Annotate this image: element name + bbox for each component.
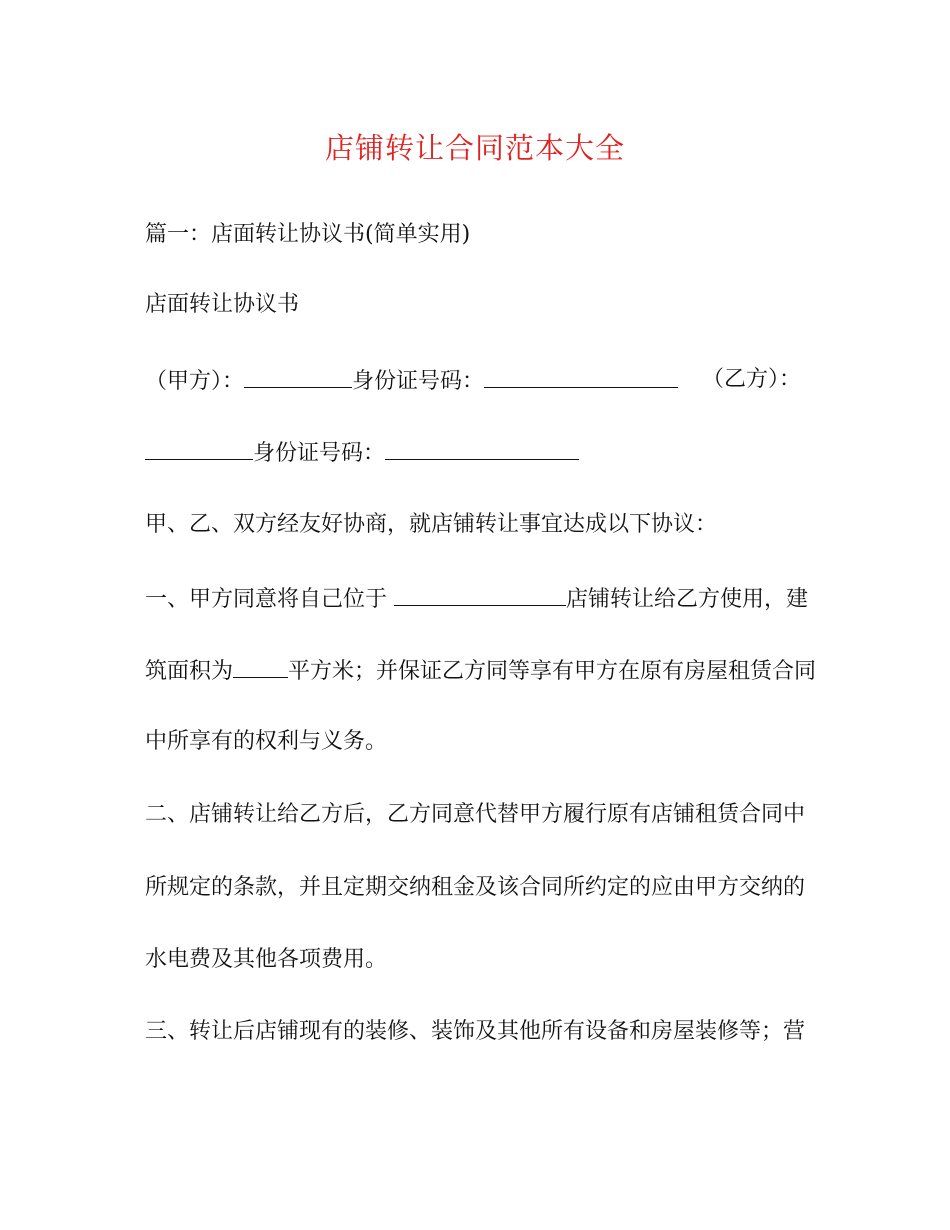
- document-title: 店铺转让合同范本大全: [324, 131, 625, 165]
- party-b-line: [145, 437, 579, 469]
- clause-1-text: 筑面积为: [145, 659, 234, 684]
- party-b-label: （乙方）：: [702, 367, 802, 392]
- clause-3-line-1: 三、转让后店铺现有的装修、装饰及其他所有设备和房屋装修等；营: [145, 1019, 806, 1044]
- party-b-name-blank[interactable]: [145, 437, 253, 460]
- clause-2-line-2: 所规定的条款，并且定期交纳租金及该合同所约定的应由甲方交纳的: [145, 875, 806, 900]
- section-heading: 篇一：店面转让协议书(简单实用): [145, 222, 471, 247]
- party-a-line: [145, 365, 678, 397]
- party-a-label: （甲方）：: [145, 369, 245, 394]
- party-b-id-blank[interactable]: [385, 437, 579, 460]
- intro-paragraph: 甲、乙、双方经友好协商，就店铺转让事宜达成以下协议：: [145, 512, 718, 537]
- agreement-subheading: 店面转让协议书: [145, 292, 300, 317]
- shop-location-blank[interactable]: [394, 583, 566, 606]
- clause-1-line-1: [145, 583, 808, 615]
- clause-2-line-1: 二、店铺转让给乙方后，乙方同意代替甲方履行原有店铺租赁合同中: [145, 802, 806, 827]
- floor-area-blank[interactable]: [233, 655, 288, 678]
- id-number-label: 身份证号码：: [253, 441, 386, 466]
- clause-1-text: 一、甲方同意将自己位于: [145, 587, 394, 612]
- clause-2-line-3: 水电费及其他各项费用。: [145, 947, 388, 972]
- party-a-id-blank[interactable]: [484, 365, 678, 388]
- clause-1-text: 平方米；并保证乙方同等享有甲方在原有房屋租赁合同: [288, 659, 817, 684]
- clause-1-line-3: 中所享有的权利与义务。: [145, 729, 388, 754]
- id-number-label: 身份证号码：: [352, 369, 485, 394]
- clause-1-text: 店铺转让给乙方使用，建: [566, 587, 809, 612]
- clause-1-line-2: [145, 655, 816, 687]
- party-a-name-blank[interactable]: [244, 365, 352, 388]
